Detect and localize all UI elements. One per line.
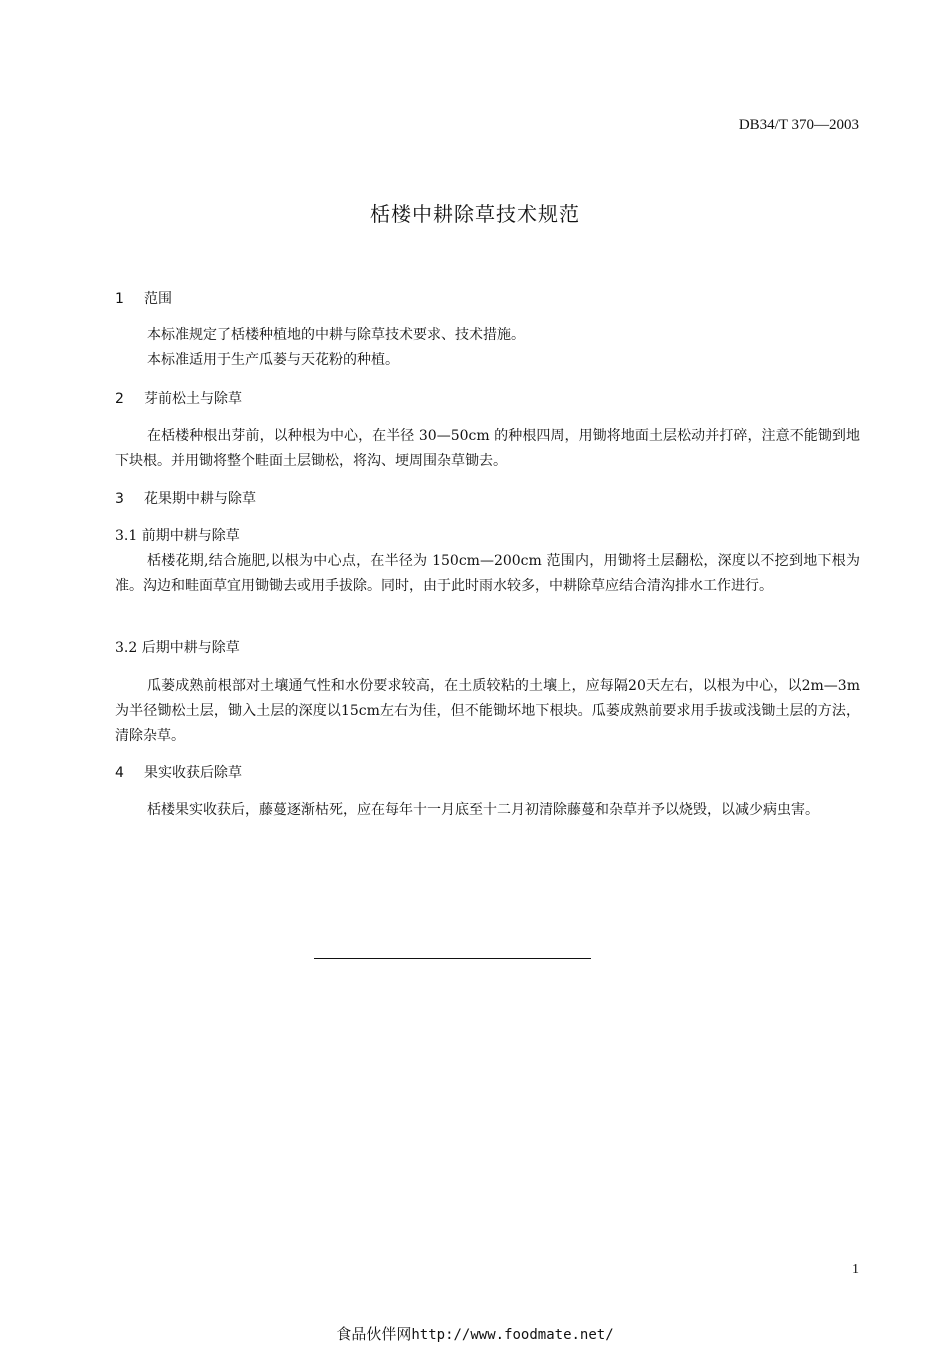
subsection-3-1-heading: 3.1 前期中耕与除草: [115, 528, 240, 544]
subsection-3-1-paragraph: 栝楼花期,结合施肥,以根为中心点，在半径为 150cm—200cm 范围内，用锄将土层翻松，深度以不挖到地下根为准。沟边和畦面草宜用锄锄去或用手拔除。同时，由于此时雨水较多，中耕除草应结合清沟排水工作进行。: [115, 553, 860, 594]
section-4-paragraph: 栝楼果实收获后，藤蔓逐渐枯死，应在每年十一月底至十二月初清除藤蔓和杂草并予以烧毁，以减少病虫害。: [147, 802, 819, 818]
section-2-paragraph: 在栝楼种根出芽前，以种根为中心，在半径 30—50cm 的种根四周，用锄将地面土层松动并打碎，注意不能锄到地下块根。并用锄将整个畦面土层锄松，将沟、埂周围杂草锄去。: [115, 428, 860, 469]
section-4-number: 4: [115, 765, 124, 781]
section-1-heading: [115, 289, 172, 309]
section-3-title: 花果期中耕与除草: [144, 491, 256, 507]
document-title: 栝楼中耕除草技术规范: [370, 202, 580, 226]
standard-code: DB34/T 370—2003: [738, 117, 859, 133]
section-1-paragraph-1: 本标准规定了栝楼种植地的中耕与除草技术要求、技术措施。: [147, 327, 525, 343]
footer-site-name: 食品伙伴网: [336, 1325, 412, 1343]
page-number: 1: [852, 1262, 859, 1277]
subsection-3-2-paragraph: 瓜蒌成熟前根部对土壤通气性和水份要求较高，在土质较粘的土壤上，应每隔20天左右，以根为中心，以2m—3m为半径锄松土层，锄入土层的深度以15cm左右为佳，但不能锄坏地下根块。瓜蒌成熟前要求用手拔或浅锄土层的方法，清除杂草。: [115, 678, 860, 744]
section-4-title: 果实收获后除草: [144, 765, 242, 781]
end-rule: [314, 958, 591, 959]
subsection-3-2-heading: 3.2 后期中耕与除草: [115, 640, 240, 656]
section-2-title: 芽前松土与除草: [144, 391, 242, 407]
section-4-heading: [115, 763, 242, 783]
footer: [0, 1324, 950, 1345]
section-1-paragraph-2: 本标准适用于生产瓜蒌与天花粉的种植。: [147, 352, 399, 368]
footer-url[interactable]: http://www.foodmate.net/: [411, 1327, 614, 1343]
section-2-number: 2: [115, 391, 124, 407]
section-3-heading: [115, 489, 256, 509]
section-1-number: 1: [115, 291, 124, 307]
section-1-title: 范围: [144, 291, 172, 307]
section-2-heading: [115, 389, 242, 409]
section-3-number: 3: [115, 491, 124, 507]
